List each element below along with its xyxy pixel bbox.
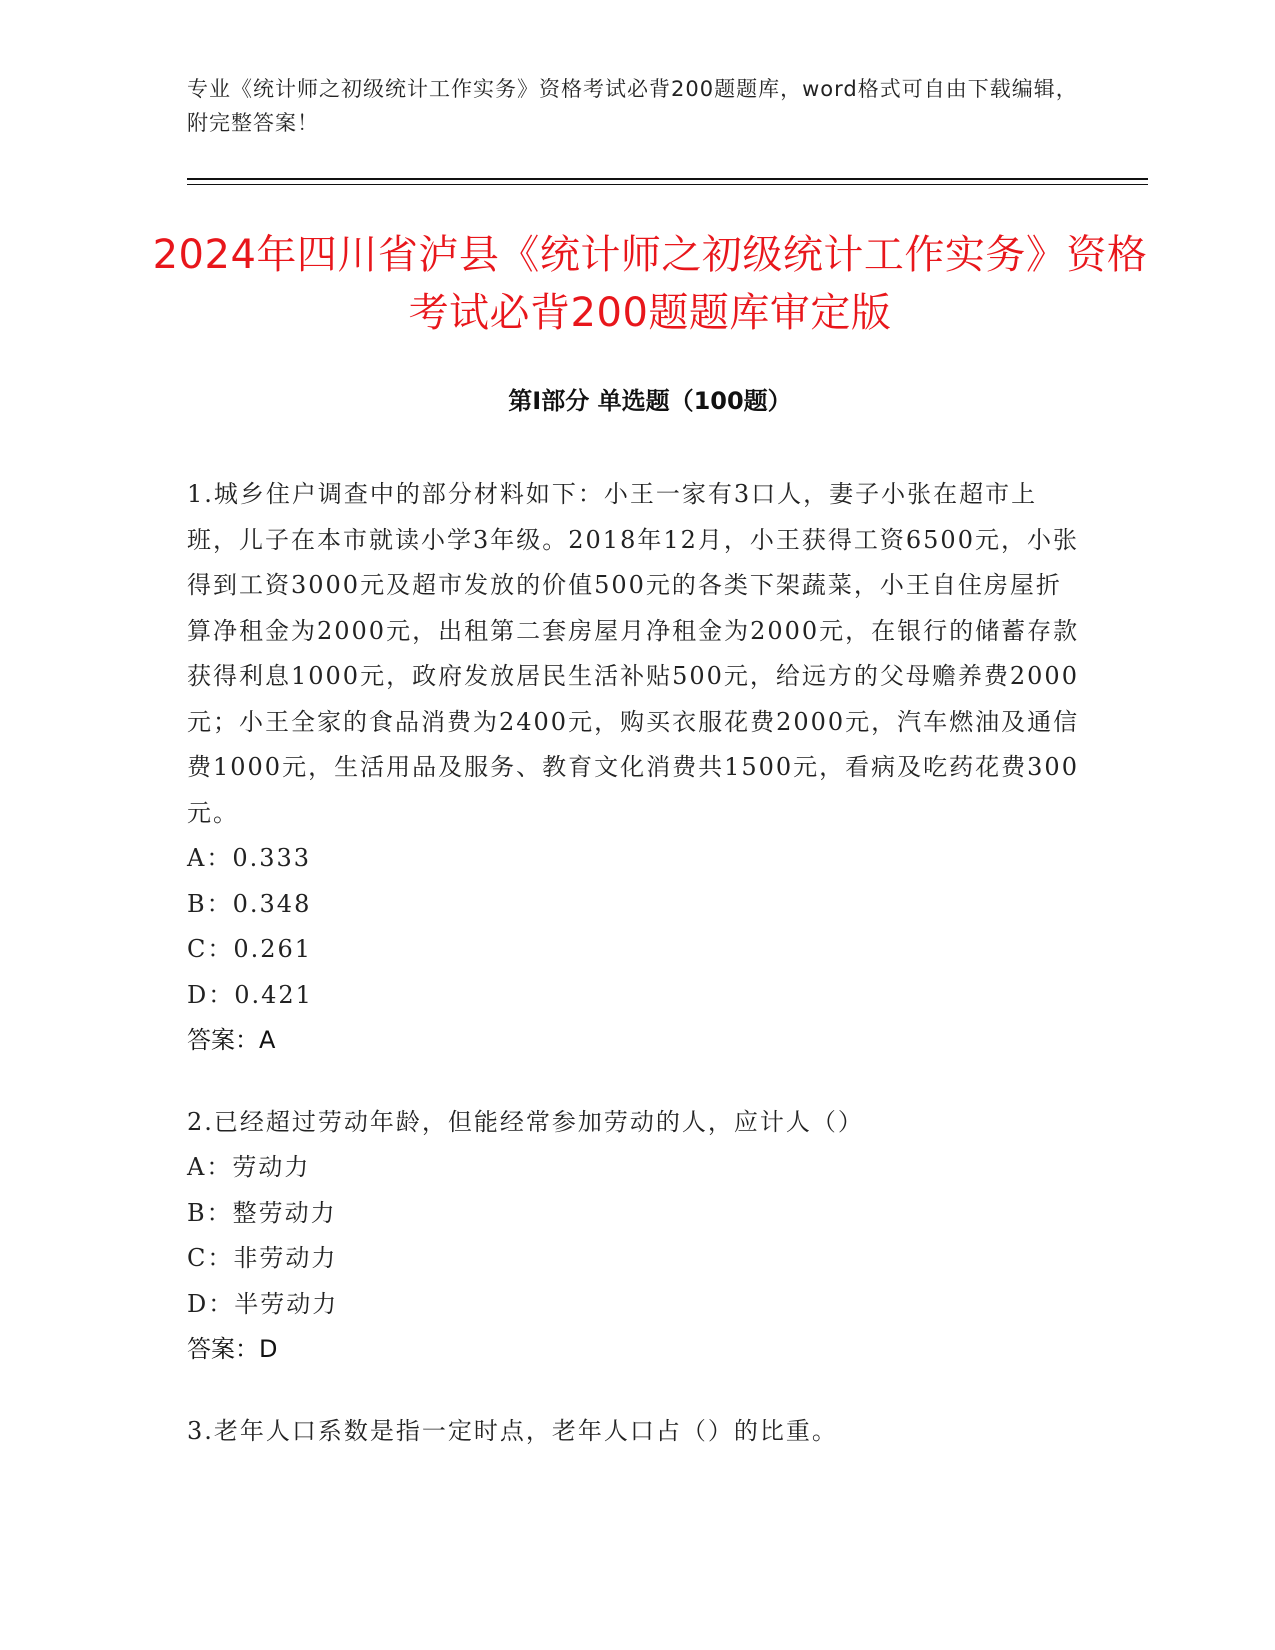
header-note: 专业《统计师之初级统计工作实务》资格考试必背200题题库，word格式可自由下载编辑，附完整答案！ — [187, 77, 1078, 135]
header-rule-thin — [187, 184, 1148, 185]
header-rule-thick — [187, 178, 1148, 180]
answer: 答案：A — [187, 1026, 276, 1054]
option-c: C：0.261 — [187, 935, 313, 963]
option-d: D：0.421 — [187, 980, 313, 1009]
option-a: A：劳动力 — [187, 1153, 311, 1181]
section-title: 第I部分 单选题（100题） — [508, 387, 792, 415]
question-2 — [187, 1100, 1087, 1373]
option-d: D：半劳动力 — [187, 1289, 339, 1318]
document-title: 2024年四川省泸县《统计师之初级统计工作实务》资格考试必背200题题库审定版 — [152, 232, 1148, 336]
option-c: C：非劳动力 — [187, 1244, 338, 1272]
question-text: 1.城乡住户调查中的部分材料如下：小王一家有3口人，妻子小张在超市上班，儿子在本市就读小学3年级。2018年12月，小王获得工资6500元，小张得到工资3000元及超市发放的价值500元的各类下架蔬菜，小王自住房屋折算净租金为2000元，出租第二套房屋月净租金为2000元，在银行的储蓄存款获得利息1000元，政府发放居民生活补贴500元，给远方的父母赡养费2000元；小王全家的食品消费为2400元，购买衣服花费2000元，汽车燃油及通信费1000元，生活用品及服务、教育文化消费共1500元，看病及吃药花费300元。 — [187, 480, 1080, 827]
option-b: B：0.348 — [187, 889, 312, 918]
answer: 答案：D — [187, 1335, 278, 1363]
question-3 — [187, 1409, 1087, 1455]
question-text: 2.已经超过劳动年龄，但能经常参加劳动的人，应计人（） — [187, 1107, 864, 1136]
question-list — [187, 472, 1087, 1490]
question-1 — [187, 472, 1087, 1064]
question-text: 3.老年人口系数是指一定时点，老年人口占（）的比重。 — [187, 1416, 838, 1445]
option-b: B：整劳动力 — [187, 1198, 337, 1227]
option-a: A：0.333 — [187, 844, 312, 872]
